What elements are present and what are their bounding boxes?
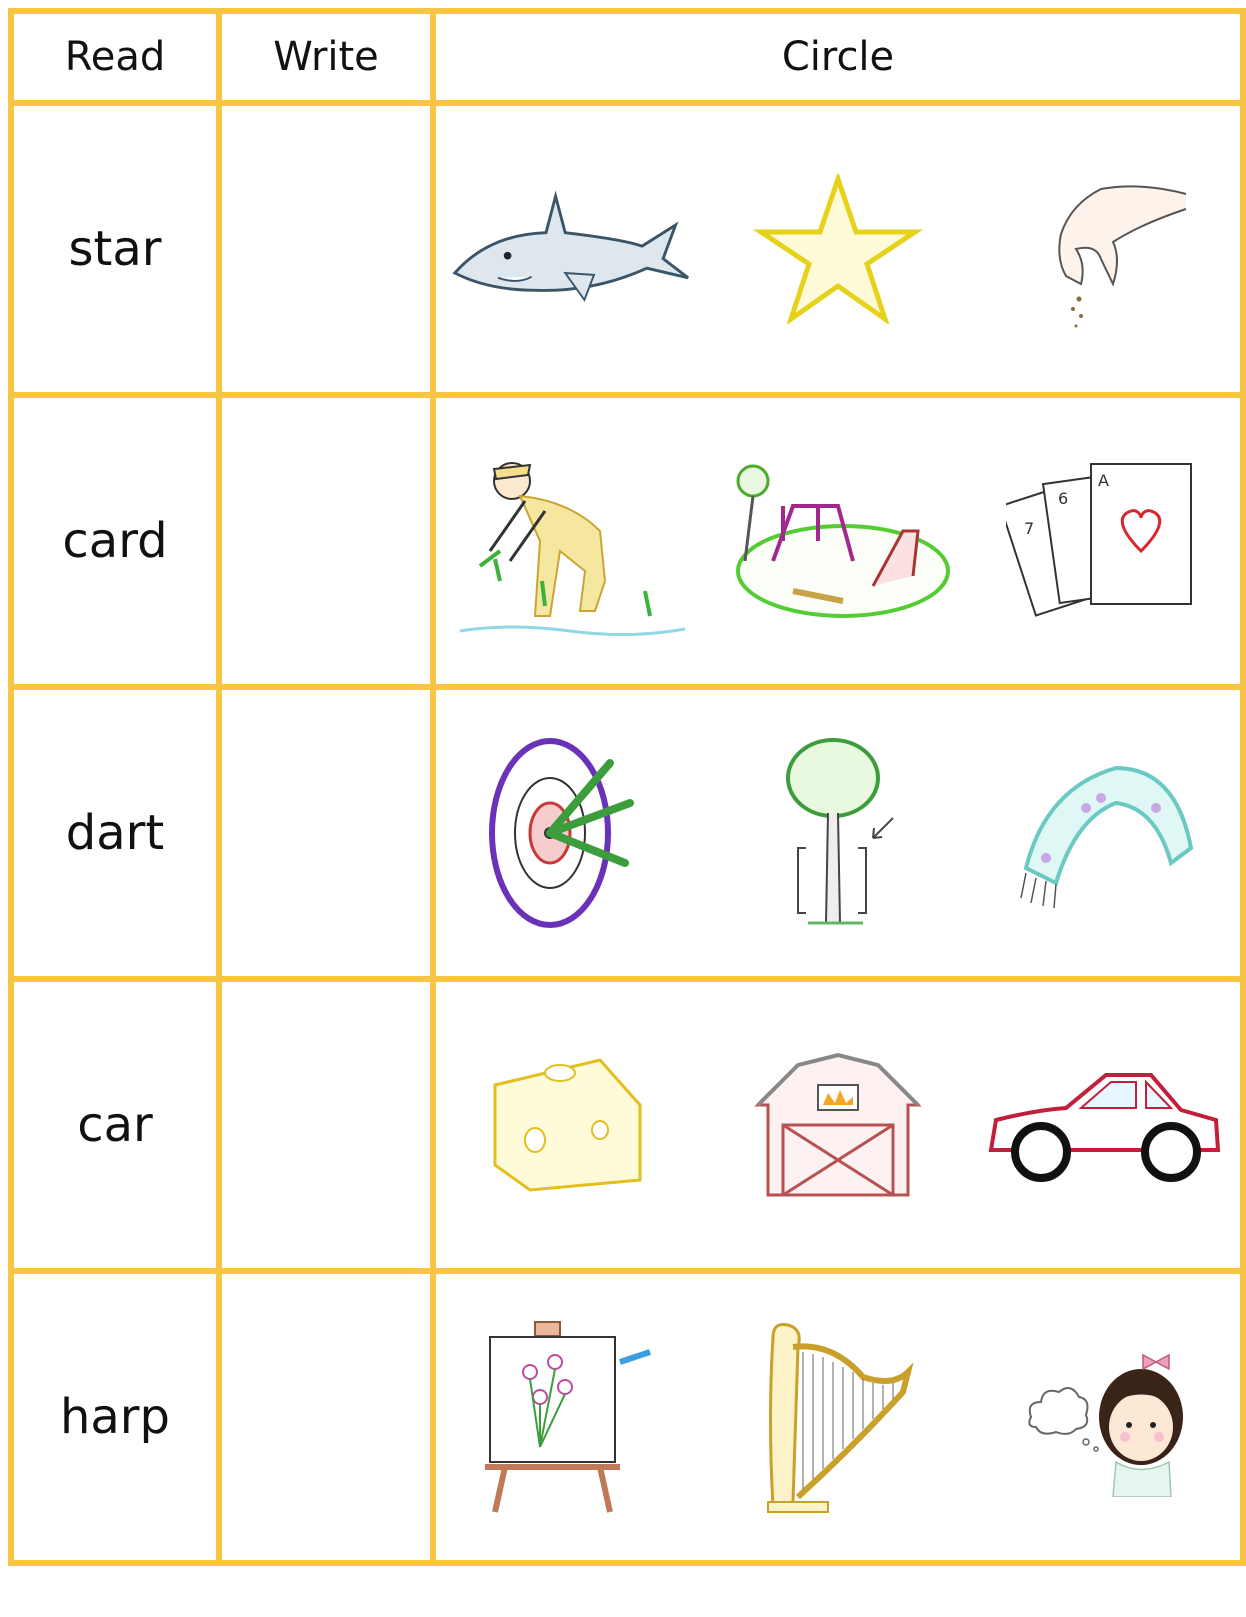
barn-icon[interactable] (718, 1025, 958, 1225)
read-word: car (77, 1097, 153, 1153)
write-cell[interactable] (219, 979, 433, 1271)
star-icon[interactable] (718, 149, 958, 349)
write-cell[interactable] (219, 395, 433, 687)
easel-painting-icon[interactable] (450, 1317, 690, 1517)
table-row (11, 1271, 1243, 1563)
header-write: Write (219, 11, 433, 103)
scarf-icon[interactable] (986, 733, 1226, 933)
farmer-planting-icon[interactable] (450, 441, 690, 641)
card-ace-label: A (1098, 471, 1109, 490)
write-cell[interactable] (219, 103, 433, 395)
playing-cards-icon[interactable] (986, 441, 1226, 641)
playground-icon[interactable] (718, 441, 958, 641)
read-word: harp (59, 1389, 171, 1445)
harp-icon[interactable] (718, 1317, 958, 1517)
header-circle: Circle (433, 11, 1243, 103)
shark-icon[interactable] (450, 149, 690, 349)
write-cell[interactable] (219, 1271, 433, 1563)
cheese-icon[interactable] (450, 1025, 690, 1225)
read-word: card (62, 513, 168, 569)
table-row (11, 687, 1243, 979)
read-word: star (68, 221, 162, 277)
worksheet-table (8, 8, 1246, 1566)
dartboard-icon[interactable] (450, 733, 690, 933)
pinch-of-salt-icon[interactable] (986, 149, 1226, 349)
table-row (11, 979, 1243, 1271)
write-cell[interactable] (219, 687, 433, 979)
girl-thinking-icon[interactable] (986, 1317, 1226, 1517)
table-row (11, 395, 1243, 687)
card-six-label: 6 (1058, 489, 1069, 508)
car-icon[interactable] (986, 1025, 1226, 1225)
card-seven-label: 7 (1024, 519, 1035, 538)
header-row (11, 11, 1243, 103)
table-row (11, 103, 1243, 395)
header-read: Read (11, 11, 219, 103)
tree-trunk-icon[interactable] (718, 733, 958, 933)
read-word: dart (65, 805, 165, 861)
